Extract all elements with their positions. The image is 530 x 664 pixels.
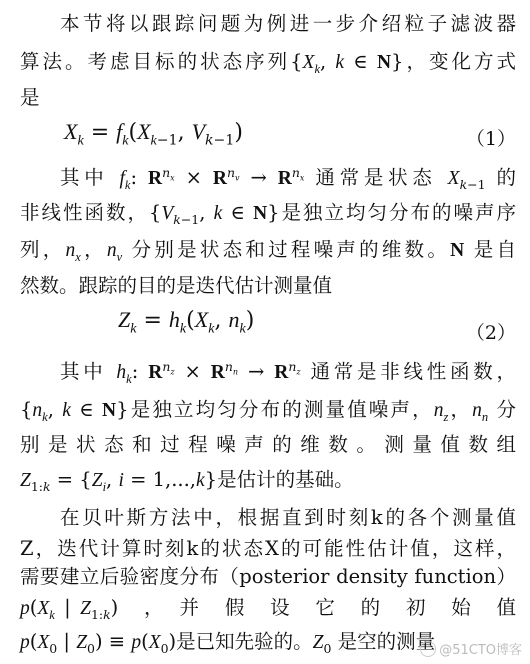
equation-1: $X_k = f_k(X_{k-1}$, $V_{k-1}$)	[64, 119, 243, 149]
text-line-4: 其中 $f_k$: $R^{n_x} \times R^{n_v} \to R^{n_x}$ 通常是状态 $X_{k-1}$ 的	[60, 164, 516, 192]
text-line-9: {$n_k$, k ∈ N}是独立均匀分布的测量值噪声，$n_z$，$n_n$ 分	[20, 398, 516, 424]
equation-2: $Z_k = h_k(X_k$, $n_k$)	[118, 307, 255, 337]
text-line-15: $p(X_k$ | $Z_{1:k}$) ， 并 假 设 它 的 初 始 值	[20, 596, 517, 622]
text-line-1: 本节将以跟踪问题为例进一步介绍粒子滤波器	[60, 12, 516, 35]
text-line-16: $p(X_0$ | $Z_0) \equiv p(X_0)$是已知先验的。$Z_0$ 是空的测量	[20, 630, 436, 656]
text-line-10: 别是状态和过程噪声的维数。测量值数组	[20, 433, 516, 456]
text-line-2: 算法。考虑目标的状态序列{$X_k$, k ∈ N}，变化方式	[20, 50, 516, 76]
text-line-5: 非线性函数，{$V_{k-1}$, k ∈ N}是独立均匀分布的噪声序	[20, 201, 516, 227]
text-line-8: 其中 $h_k$: $R^{n_z} \times R^{n_n} \to R^{n_z}$ 通常是非线性函数，	[60, 358, 516, 386]
equation-2-number: （2）	[465, 322, 516, 344]
text-line-11: $Z_{1:k} = \{Z_i$, i = 1,...,k}是估计的基础。	[20, 468, 354, 494]
watermark-logo-icon	[420, 641, 436, 657]
text-line-6: 列，$n_x$，$n_v$ 分别是状态和过程噪声的维数。N 是自	[20, 238, 516, 264]
text-line-3: 是	[20, 86, 40, 109]
text-line-12: 在贝叶斯方法中，根据直到时刻k的各个测量值	[60, 506, 516, 529]
equation-1-number: （1）	[465, 128, 516, 150]
text-line-13: Z，迭代计算时刻k的状态X的可能性估计值，这样，	[20, 537, 516, 560]
text-line-7: 然数。跟踪的目的是迭代估计测量值	[20, 274, 333, 297]
watermark: @51CTO博客	[420, 639, 522, 658]
text-line-14: 需要建立后验密度分布（posterior density function）	[20, 565, 516, 588]
